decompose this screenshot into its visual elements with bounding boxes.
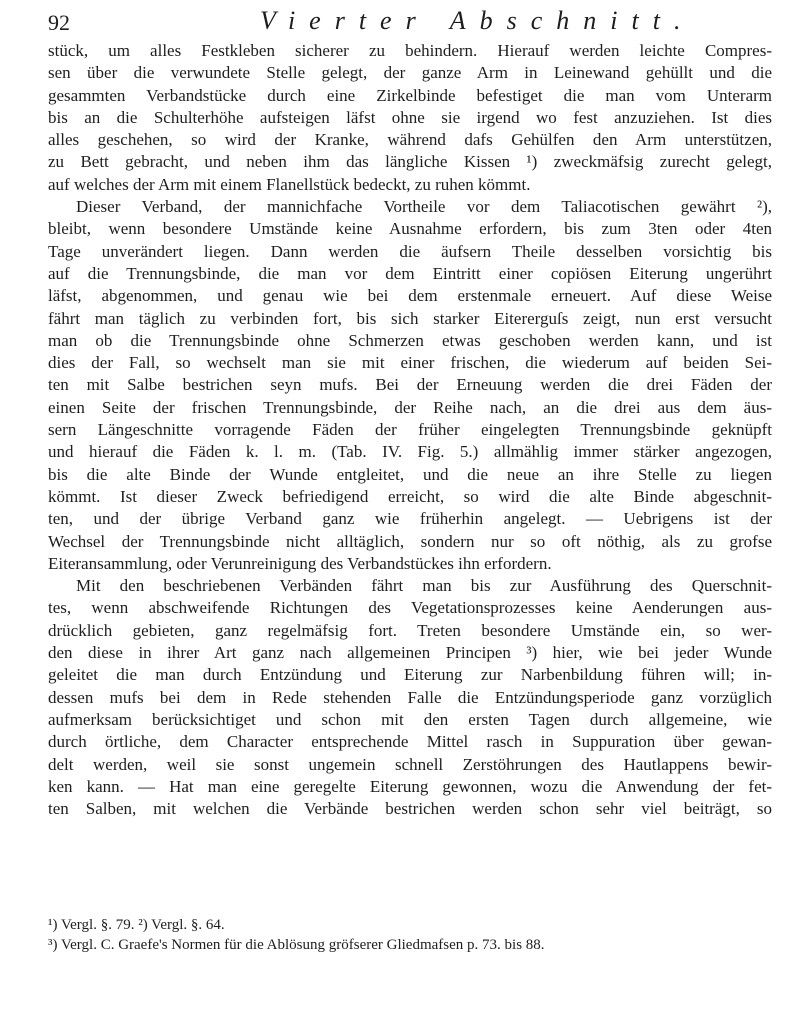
text-line: ten, und der übrige Verband ganz wie früherhin angelegt. — Uebrigens ist der — [48, 509, 772, 529]
text-line: ten Salben, mit welchen die Verbände bestrichen werden schon sehr viel beiträgt, so — [48, 799, 772, 819]
text-line: dessen mufs bei dem in Rede stehenden Falle die Entzündungsperiode ganz vorzüglich — [48, 687, 772, 707]
text-line: einen Seite der frischen Trennungsbinde, der Reihe nach, an die drei aus dem äus- — [48, 397, 772, 417]
text-line: Dieser Verband, der mannichfache Vortheile vor dem Taliacotischen gewährt ²), — [76, 197, 772, 217]
page-number: 92 — [48, 10, 70, 35]
text-line: den diese in ihrer Art ganz nach allgemeinen Principen ³) hier, wie bei jeder Wunde — [48, 643, 772, 663]
text-line: aufmerksam berücksichtiget und schon mit den ersten Tagen durch allgemeine, wie — [48, 709, 772, 729]
text-line: bis an die Schulterhöhe aufsteigen läfst ohne sie irgend wo fest anzuziehen. Ist dies — [48, 107, 772, 127]
text-line: alles geschehen, so wird der Kranke, während dafs Gehülfen den Arm unterstützen, — [48, 130, 772, 150]
text-line: dies der Fall, so wechselt man sie mit einer frischen, die wiederum auf beiden Sei- — [48, 353, 772, 373]
text-line: delt werden, weil sie sonst ungemein schnell Zerstöhrungen des Hautlappens bewir- — [48, 754, 772, 774]
text-line: Eiteransammlung, oder Verunreinigung des Verbandstückes ihn erfordern. — [48, 553, 552, 573]
text-line: auf die Trennungsbinde, die man vor dem Eintritt einer copiösen Eiterung ungerührt — [48, 263, 772, 283]
footnotes — [48, 915, 772, 955]
text-line: man ob die Trennungsbinde ohne Schmerzen etwas geschoben werden kann, und ist — [48, 330, 772, 350]
footnote-line: ¹) Vergl. §. 79. ²) Vergl. §. 64. — [48, 917, 225, 933]
text-line: geleitet die man durch Entzündung und Eiterung zur Narbenbildung führen will; in- — [48, 665, 772, 685]
text-line: auf welches der Arm mit einem Flanellstück bedeckt, zu ruhen kömmt. — [48, 174, 531, 194]
text-line: und hierauf die Fäden k. l. m. (Tab. IV. Fig. 5.) allmählig immer stärker angezogen, — [48, 442, 772, 462]
paragraph-3 — [48, 575, 772, 820]
text-line: ten mit Salbe bestrichen seyn mufs. Bei der Erneuung werden die drei Fäden der — [48, 375, 772, 395]
text-line: durch örtliche, dem Character entsprechende Mittel rasch in Suppuration über gewan- — [48, 732, 772, 752]
paragraph-1 — [48, 40, 772, 196]
text-line: läfst, abgenommen, und genau wie bei dem erstenmale erneuert. Auf diese Weise — [48, 286, 772, 306]
text-line: Wechsel der Trennungsbinde nicht alltäglich, sondern nur so oft nöthig, als zu grofse — [48, 531, 772, 551]
footnote-line: ³) Vergl. C. Graefe's Normen für die Ablösung gröfserer Gliedmafsen p. 73. bis 88. — [48, 937, 545, 953]
text-line: sen über die verwundete Stelle gelegt, der ganze Arm in Leinewand gehüllt und die — [48, 63, 772, 83]
text-line: zu Bett gebracht, und neben ihm das längliche Kissen ¹) zweckmäfsig zurecht gelegt, — [48, 152, 772, 172]
text-line: bis die alte Binde der Wunde entgleitet, und die neue an ihre Stelle zu liegen — [48, 464, 772, 484]
running-head — [48, 6, 768, 38]
text-line: gesammten Verbandstücke durch eine Zirkelbinde befestiget die man vom Unterarm — [48, 85, 772, 105]
text-line: stück, um alles Festkleben sicherer zu behindern. Hierauf werden leichte Compres- — [48, 41, 772, 60]
paragraph-2 — [48, 196, 772, 575]
text-line: sern Längeschnitte vorragende Fäden der früher eingelegten Trennungsbinde geknüpft — [48, 420, 772, 440]
text-line: ken kann. — Hat man eine geregelte Eiterung gewonnen, wozu die Anwendung der fet- — [48, 776, 772, 796]
text-line: tes, wenn abschweifende Richtungen des Vegetationsprozesses keine Aenderungen aus- — [48, 598, 772, 618]
text-line: kömmt. Ist dieser Zweck befriedigend erreicht, so wird die alte Binde abgeschnit- — [48, 486, 772, 506]
chapter-heading: Vierter Abschnitt. — [260, 6, 695, 35]
body-text — [48, 40, 772, 820]
text-line: fährt man täglich zu verbinden fort, bis sich starker Eitererguſs zeigt, nun erst versucht — [48, 308, 772, 328]
text-line: Tage unverändert liegen. Dann werden die äufsern Theile desselben vorsichtig bis — [48, 241, 772, 261]
text-line: bleibt, wenn besondere Umstände keine Ausnahme erfordern, bis zum 3ten oder 4ten — [48, 219, 772, 239]
text-line: drücklich gebieten, ganz regelmäfsig fort. Treten besondere Umstände ein, so wer- — [48, 620, 772, 640]
text-line: Mit den beschriebenen Verbänden fährt man bis zur Ausführung des Querschnit- — [76, 576, 772, 596]
